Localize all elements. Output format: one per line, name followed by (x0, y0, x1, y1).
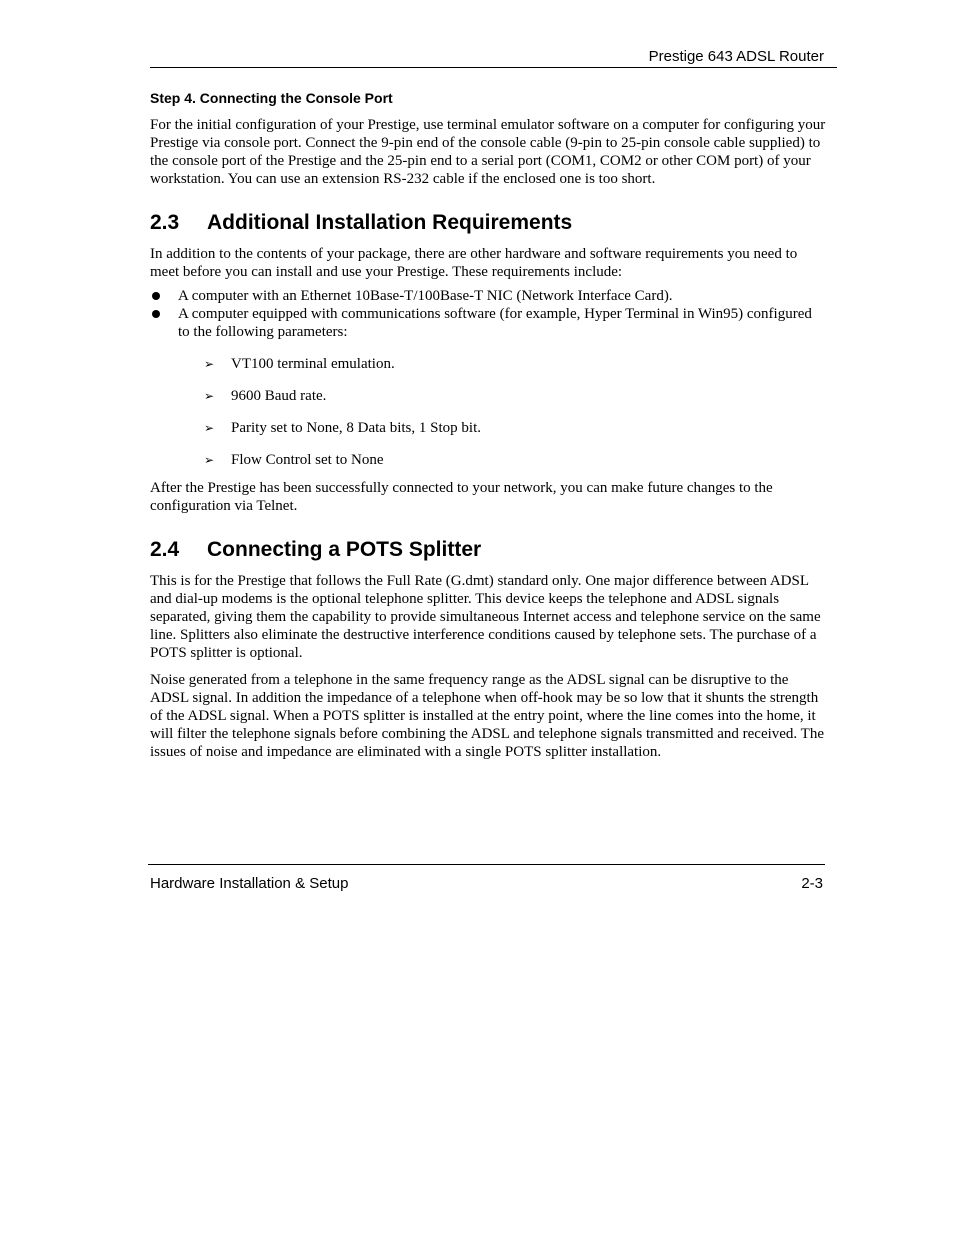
page-content (150, 89, 826, 761)
footer-rule (148, 864, 825, 865)
bullet-icon (152, 310, 160, 318)
step-heading: Step 4. Connecting the Console Port (150, 90, 393, 106)
list-item: ➢ VT100 terminal emulation. (204, 356, 395, 372)
section-number: 2.3 (150, 211, 180, 234)
requirements-list (150, 287, 826, 341)
footer-chapter-title: Hardware Installation & Setup (150, 875, 349, 892)
paragraph: Noise generated from a telephone in the same frequency range as the ADSL signal can be disruptive to the ADSL signal. In addition the impedance of a telephone when off-hook may be so low that it shunts the strength of the ADSL signal. When a POTS splitter is installed at the entry point, where the line comes into the home, it will filter the telephone signals before combining the ADSL and telephone signals transmitted and received. The issues of noise and impedance are eliminated with a single POTS splitter installation. (150, 672, 824, 760)
page-number: 2-3 (801, 875, 823, 892)
section-number: 2.4 (150, 538, 180, 561)
section-closing: After the Prestige has been successfully connected to your network, you can make future changes to the configuration via Telnet. (150, 480, 773, 514)
arrow-bullet-icon: ➢ (204, 453, 215, 467)
list-item: ➢ Parity set to None, 8 Data bits, 1 Stop bit. (204, 420, 481, 436)
list-item: A computer with an Ethernet 10Base-T/100Base-T NIC (Network Interface Card). (150, 287, 826, 305)
section-heading-2-3 (150, 210, 826, 236)
arrow-bullet-icon: ➢ (204, 389, 215, 403)
bullet-icon (152, 292, 160, 300)
list-item: ➢ 9600 Baud rate. (204, 388, 327, 404)
list-item: A computer equipped with communications software (for example, Hyper Terminal in Win95) configured to the following parameters: (150, 305, 826, 341)
list-item: ➢ Flow Control set to None (204, 452, 384, 468)
header-rule (150, 67, 837, 68)
section-title: Additional Installation Requirements (207, 211, 573, 234)
section-title: Connecting a POTS Splitter (207, 538, 482, 561)
parameters-list (150, 355, 826, 469)
running-header: Prestige 643 ADSL Router (648, 48, 824, 65)
section-intro: In addition to the contents of your package, there are other hardware and software requirements you need to meet before you can install and use your Prestige. These requirements include: (150, 246, 798, 280)
step-body: For the initial configuration of your Prestige, use terminal emulator software on a computer for configuring your Prestige via console port. Connect the 9-pin end of the console cable (9-pin to 25-pin console cable supplied) to the console port of the Prestige and the 25-pin end to a serial port (COM1, COM2 or other COM port) of your workstation. You can use an extension RS-232 cable if the enclosed one is too short. (150, 117, 826, 187)
arrow-bullet-icon: ➢ (204, 357, 215, 371)
arrow-bullet-icon: ➢ (204, 421, 215, 435)
paragraph: This is for the Prestige that follows the Full Rate (G.dmt) standard only. One major difference between ADSL and dial-up modems is the optional telephone splitter. This device keeps the telephone and ADSL signals separated, giving them the capability to provide simultaneous Internet access and telephone service on the same line. Splitters also eliminate the destructive interference conditions caused by telephone sets. The purchase of a POTS splitter is optional. (150, 573, 821, 661)
section-heading-2-4 (150, 537, 826, 563)
